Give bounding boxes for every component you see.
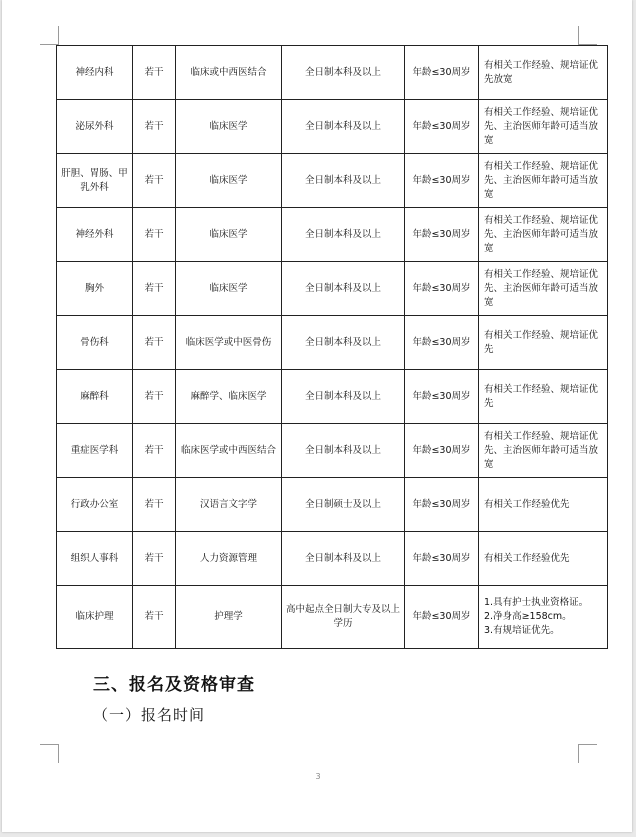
- education-cell: 全日制本科及以上: [282, 316, 405, 370]
- table-row: [57, 370, 608, 424]
- crop-mark-bottom-right: [578, 744, 597, 763]
- education-cell: 全日制本科及以上: [282, 208, 405, 262]
- major-cell: 临床医学或中西医结合: [176, 424, 282, 478]
- department-cell: 骨伤科: [57, 316, 133, 370]
- notes-cell: [479, 478, 608, 532]
- age-cell: 年龄≤30周岁: [405, 586, 479, 649]
- headcount-cell: 若干: [133, 316, 176, 370]
- major-cell: 临床医学: [176, 262, 282, 316]
- education-cell: 全日制本科及以上: [282, 46, 405, 100]
- department-cell: 肝胆、胃肠、甲乳外科: [57, 154, 133, 208]
- headcount-cell: 若干: [133, 370, 176, 424]
- headcount-cell: 若干: [133, 532, 176, 586]
- department-cell: 胸外: [57, 262, 133, 316]
- table-row: [57, 586, 608, 649]
- department-cell: 神经外科: [57, 208, 133, 262]
- section-heading: 三、报名及资格审查: [93, 675, 255, 695]
- age-cell: 年龄≤30周岁: [405, 154, 479, 208]
- age-cell: 年龄≤30周岁: [405, 316, 479, 370]
- age-cell: 年龄≤30周岁: [405, 46, 479, 100]
- age-cell: 年龄≤30周岁: [405, 370, 479, 424]
- note-line: 有相关工作经验优先: [484, 552, 570, 564]
- table-row: [57, 478, 608, 532]
- notes-cell: [479, 100, 608, 154]
- major-cell: 临床医学: [176, 154, 282, 208]
- note-line: 有相关工作经验、规培证优先: [484, 329, 599, 355]
- note-line: 3.有规培证优先。: [484, 625, 560, 636]
- education-cell: 全日制本科及以上: [282, 100, 405, 154]
- notes-cell: [479, 154, 608, 208]
- table-row: [57, 208, 608, 262]
- notes-cell: [479, 262, 608, 316]
- education-cell: 全日制本科及以上: [282, 424, 405, 478]
- age-cell: 年龄≤30周岁: [405, 478, 479, 532]
- major-cell: 汉语言文字学: [176, 478, 282, 532]
- age-cell: 年龄≤30周岁: [405, 100, 479, 154]
- recruitment-table-body: [57, 46, 608, 649]
- headcount-cell: 若干: [133, 100, 176, 154]
- table-row: [57, 532, 608, 586]
- major-cell: 临床或中西医结合: [176, 46, 282, 100]
- major-cell: 临床医学或中医骨伤: [176, 316, 282, 370]
- notes-cell: [479, 370, 608, 424]
- note-line: 有相关工作经验、规培证优先、主治医师年龄可适当放宽: [484, 430, 599, 470]
- department-cell: 麻醉科: [57, 370, 133, 424]
- major-cell: 人力资源管理: [176, 532, 282, 586]
- headcount-cell: 若干: [133, 154, 176, 208]
- section-subheading: （一）报名时间: [93, 706, 206, 724]
- note-line: 有相关工作经验、规培证优先、主治医师年龄可适当放宽: [484, 268, 599, 308]
- page-number: 3: [315, 772, 321, 781]
- notes-cell: [479, 46, 608, 100]
- department-cell: 重症医学科: [57, 424, 133, 478]
- note-line: 有相关工作经验、规培证优先: [484, 383, 599, 409]
- note-line: 1.具有护士执业资格证。: [484, 597, 589, 608]
- age-cell: 年龄≤30周岁: [405, 262, 479, 316]
- education-cell: 全日制本科及以上: [282, 262, 405, 316]
- table-row: [57, 424, 608, 478]
- notes-cell: [479, 424, 608, 478]
- headcount-cell: 若干: [133, 478, 176, 532]
- notes-cell: [479, 208, 608, 262]
- education-cell: 全日制硕士及以上: [282, 478, 405, 532]
- table-row: [57, 46, 608, 100]
- notes-cell: [479, 586, 608, 649]
- department-cell: 组织人事科: [57, 532, 133, 586]
- education-cell: 全日制本科及以上: [282, 154, 405, 208]
- major-cell: 临床医学: [176, 100, 282, 154]
- age-cell: 年龄≤30周岁: [405, 532, 479, 586]
- major-cell: 临床医学: [176, 208, 282, 262]
- table-row: [57, 316, 608, 370]
- department-cell: 临床护理: [57, 586, 133, 649]
- major-cell: 护理学: [176, 586, 282, 649]
- notes-cell: [479, 316, 608, 370]
- education-cell: 全日制本科及以上: [282, 532, 405, 586]
- major-cell: 麻醉学、临床医学: [176, 370, 282, 424]
- recruitment-table: [56, 45, 608, 649]
- headcount-cell: 若干: [133, 208, 176, 262]
- note-line: 有相关工作经验、规培证优先放宽: [484, 59, 599, 85]
- education-cell: 全日制本科及以上: [282, 370, 405, 424]
- table-row: [57, 100, 608, 154]
- headcount-cell: 若干: [133, 424, 176, 478]
- table-row: [57, 154, 608, 208]
- note-line: 有相关工作经验优先: [484, 498, 570, 510]
- department-cell: 泌尿外科: [57, 100, 133, 154]
- note-line: 有相关工作经验、规培证优先、主治医师年龄可适当放宽: [484, 160, 599, 200]
- crop-mark-top-left: [40, 26, 59, 45]
- notes-cell: [479, 532, 608, 586]
- age-cell: 年龄≤30周岁: [405, 424, 479, 478]
- education-cell: 高中起点全日制大专及以上学历: [282, 586, 405, 649]
- note-line: 2.净身高≥158cm。: [484, 611, 572, 622]
- crop-mark-bottom-left: [40, 744, 59, 763]
- headcount-cell: 若干: [133, 586, 176, 649]
- table-row: [57, 262, 608, 316]
- age-cell: 年龄≤30周岁: [405, 208, 479, 262]
- department-cell: 神经内科: [57, 46, 133, 100]
- crop-mark-top-right: [578, 26, 597, 45]
- department-cell: 行政办公室: [57, 478, 133, 532]
- headcount-cell: 若干: [133, 46, 176, 100]
- note-line: 有相关工作经验、规培证优先、主治医师年龄可适当放宽: [484, 214, 599, 254]
- note-line: 有相关工作经验、规培证优先、主治医师年龄可适当放宽: [484, 106, 599, 146]
- headcount-cell: 若干: [133, 262, 176, 316]
